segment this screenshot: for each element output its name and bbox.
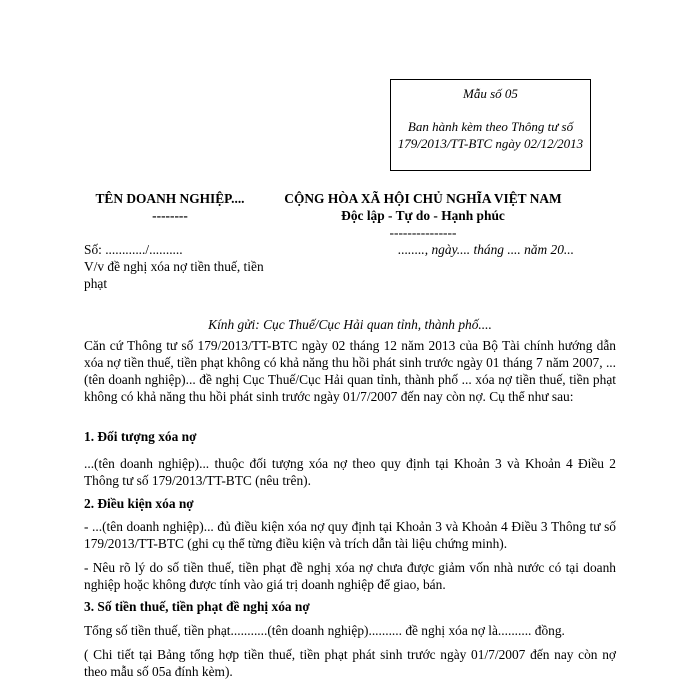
section-1-text: ...(tên doanh nghiệp)... thuộc đối tượng xóa nợ theo quy định tại Khoản 3 và Khoản 4 Điều 2 Thông tư số 179/2013/TT-BTC (nêu trên). (84, 456, 616, 488)
document-subject: V/v đề nghị xóa nợ tiền thuế, tiền phạt (84, 259, 264, 291)
section-1-heading: 1. Đối tượng xóa nợ (84, 429, 197, 444)
company-name: TÊN DOANH NGHIỆP.... (95, 191, 245, 206)
company-divider: -------- (152, 208, 188, 223)
salutation: Kính gửi: Cục Thuế/Cục Hải quan tỉnh, thành phố.... (208, 317, 492, 332)
section-2-text-2: - Nêu rõ lý do số tiền thuế, tiền phạt đề nghị xóa nợ chưa được giảm vốn nhà nước có tại doanh nghiệp hoặc không được tính vào giá trị doanh nghiệp để giao, bán. (84, 560, 616, 592)
section-2-heading: 2. Điều kiện xóa nợ (84, 496, 194, 511)
national-title: CỘNG HÒA XÃ HỘI CHỦ NGHĨA VIỆT NAM (284, 191, 562, 206)
form-number: Mẫu số 05 (463, 86, 518, 101)
form-number-box (390, 79, 591, 171)
section-2-text-1: - ...(tên doanh nghiệp)... đủ điều kiện xóa nợ quy định tại Khoản 3 và Khoản 4 Điều 3 Thông tư số 179/2013/TT-BTC (ghi cụ thể từng điều kiện và trích dẫn tài liệu chứng minh). (84, 519, 616, 551)
section-3-text: Tổng số tiền thuế, tiền phạt...........(tên doanh nghiệp).......... đề nghị xóa nợ là.......... đồng. (84, 623, 565, 638)
section-3-note: ( Chi tiết tại Bảng tổng hợp tiền thuế, tiền phạt phát sinh trước ngày 01/7/2007 đến nay còn nợ theo mẫu số 05a đính kèm). (84, 647, 616, 679)
section-3-heading: 3. Số tiền thuế, tiền phạt đề nghị xóa nợ (84, 599, 310, 614)
issued-with-text: Ban hành kèm theo Thông tư số 179/2013/TT-BTC ngày 02/12/2013 (397, 119, 584, 151)
document-date: ........, ngày.... tháng .... năm 20... (398, 242, 574, 257)
document-number: Số: ............/.......... (84, 242, 183, 257)
intro-paragraph: Căn cứ Thông tư số 179/2013/TT-BTC ngày 02 tháng 12 năm 2013 của Bộ Tài chính hướng dẫn xóa nợ tiền thuế, tiền phạt không có khả năng thu hồi phát sinh trước ngày 01 tháng 7 năm 2007, ...(tên doanh nghiệp)... đề nghị Cục Thuế/Cục Hải quan tỉnh, thành phố ... xóa nợ tiền thuế, tiền phạt không có khả năng thu hồi phát sinh trước ngày 01/7/2007 đến nay còn nợ. Cụ thể như sau: (84, 338, 616, 404)
motto-divider: --------------- (389, 225, 457, 240)
national-motto: Độc lập - Tự do - Hạnh phúc (341, 208, 505, 223)
